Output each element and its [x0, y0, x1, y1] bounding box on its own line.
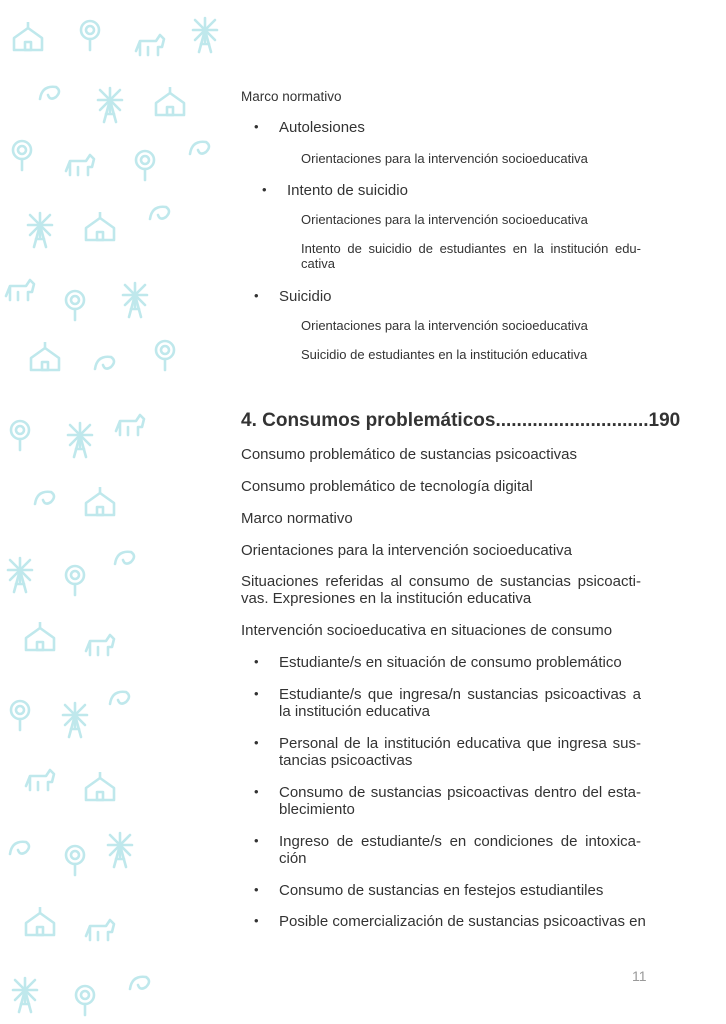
toc-bullet: • Posible comercialización de sustancias psicoactivas en [279, 913, 646, 930]
decorative-pattern [0, 0, 230, 1024]
toc-bullet: • Estudiante/s en situación de consumo problemático [279, 654, 622, 671]
toc-bullet: • Intento de suicidio [287, 182, 408, 199]
toc-bullet: • Personal de la institución educativa que ingresa sus-tancias psicoactivas [279, 735, 641, 770]
toc-item: Situaciones referidas al consumo de sustancias psicoacti-vas. Expresiones en la institución educativa [241, 573, 641, 608]
toc-subitem: Suicidio de estudiantes en la institución educativa [301, 347, 588, 362]
toc-item: Marco normativo [241, 89, 342, 104]
toc-bullet: • Ingreso de estudiante/s en condiciones de intoxica-ción [279, 833, 641, 868]
toc-bullet: • Autolesiones [279, 119, 365, 136]
toc-item: Marco normativo [241, 510, 353, 527]
toc-subitem: Orientaciones para la intervención socioeducativa [301, 318, 588, 333]
toc-subitem: Intento de suicidio de estudiantes en la institución edu-cativa [301, 241, 641, 271]
page-number: 11 [632, 968, 647, 984]
toc-bullet: • Consumo de sustancias psicoactivas dentro del esta-blecimiento [279, 784, 641, 819]
toc-item: Intervención socioeducativa en situaciones de consumo [241, 622, 613, 639]
toc-bullet: • Suicidio [279, 288, 332, 305]
section-heading: 4. Consumos problemáticos.............................190 [241, 410, 681, 431]
toc-item: Consumo problemático de sustancias psicoactivas [241, 446, 577, 463]
toc-bullet: • Estudiante/s que ingresa/n sustancias psicoactivas a la institución educativa [279, 686, 641, 721]
toc-bullet: • Consumo de sustancias en festejos estudiantiles [279, 882, 603, 899]
toc-item: Orientaciones para la intervención socioeducativa [241, 542, 573, 559]
toc-item: Consumo problemático de tecnología digital [241, 478, 533, 495]
toc-subitem: Orientaciones para la intervención socioeducativa [301, 151, 588, 166]
toc-subitem: Orientaciones para la intervención socioeducativa [301, 212, 588, 227]
